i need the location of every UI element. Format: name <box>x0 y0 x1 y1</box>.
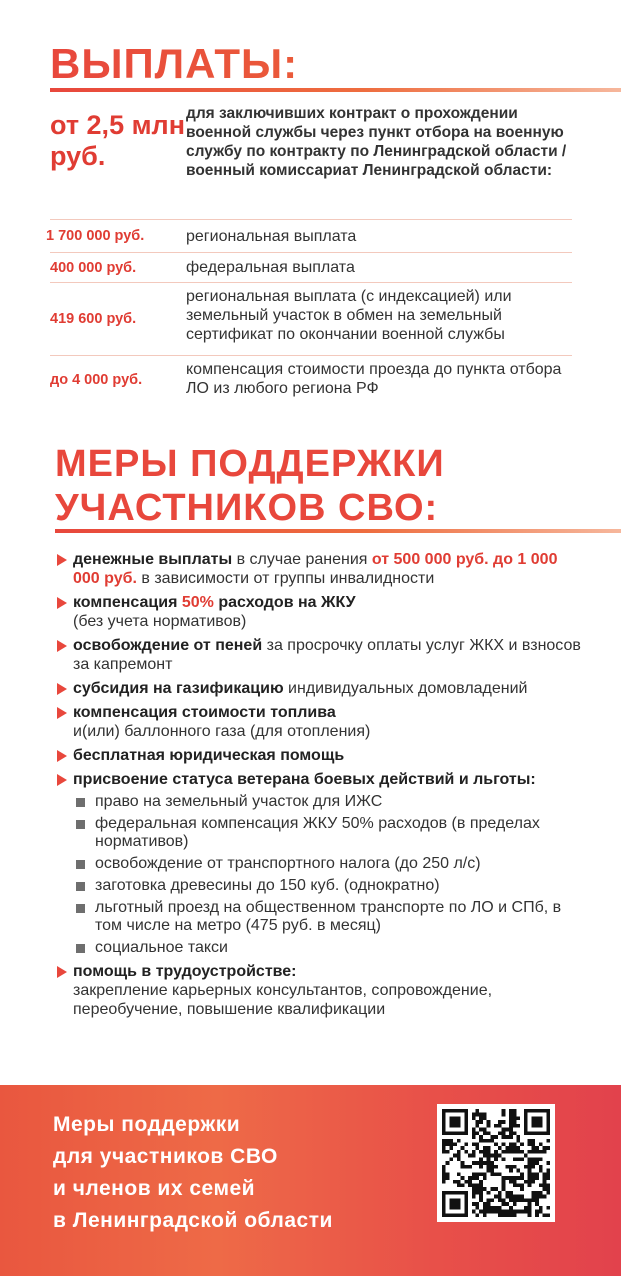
measure-bold: денежные выплаты <box>73 551 233 568</box>
benefit-text: льготный проезд на общественном транспорте по ЛО и СПб, в том числе на метро (475 руб. в месяц) <box>95 899 562 934</box>
square-bullet-icon <box>76 882 85 891</box>
payment-amount: 1 700 000 руб. <box>46 228 145 244</box>
square-bullet-icon <box>76 860 85 869</box>
square-bullet-icon <box>76 798 85 807</box>
payment-description: региональная выплата (с индексацией) или земельный участок в обмен на земельный сертификат по окончании военной службы <box>186 288 512 343</box>
payment-description: для заключивших контракт о прохождении военной службы через пункт отбора на военную службу по контракту по Ленинградской области / военный комиссариат Ленинградской области: <box>186 105 567 179</box>
arrow-bullet-icon <box>57 597 67 609</box>
payment-description: федеральная выплата <box>186 259 355 276</box>
measure-bold: субсидия на газификацию <box>73 680 284 697</box>
measure-text: закрепление карьерных консультантов, сопровождение, переобучение, повышение квалификации <box>73 982 493 1018</box>
measure-text: в случае ранения <box>232 551 372 568</box>
footer-line: и членов их семей <box>53 1177 256 1200</box>
benefit-text: федеральная компенсация ЖКУ 50% расходов (в пределах нормативов) <box>95 815 540 850</box>
measure-item <box>55 550 585 588</box>
payment-row <box>50 253 572 283</box>
benefit-text: социальное такси <box>95 939 228 956</box>
measure-highlight: 50% <box>181 594 214 611</box>
measure-bold: освобождение от пеней <box>73 637 263 654</box>
benefit-item <box>73 877 585 895</box>
support-measures-list <box>55 550 585 1024</box>
square-bullet-icon <box>76 820 85 829</box>
benefit-item <box>73 793 585 811</box>
benefit-item <box>73 855 585 873</box>
measure-bold: бесплатная юридическая помощь <box>73 747 345 764</box>
support-title-line: УЧАСТНИКОВ СВО: <box>55 487 439 529</box>
measure-item <box>55 746 585 765</box>
payments-table <box>46 102 572 404</box>
footer-line: Меры поддержки <box>53 1113 241 1136</box>
arrow-bullet-icon <box>57 554 67 566</box>
payment-description: региональная выплата <box>186 227 357 245</box>
arrow-bullet-icon <box>57 966 67 978</box>
arrow-bullet-icon <box>57 774 67 786</box>
support-title <box>55 442 445 530</box>
arrow-bullet-icon <box>57 750 67 762</box>
footer-line: для участников СВО <box>53 1145 278 1168</box>
measure-text: за просрочку оплаты услуг ЖКХ и взносов за капремонт <box>73 637 581 673</box>
measure-text: в зависимости от группы инвалидности <box>136 570 435 587</box>
square-bullet-icon <box>76 904 85 913</box>
payment-amount: до 4 000 руб. <box>50 372 143 388</box>
payment-row <box>50 283 572 356</box>
payment-amount: 419 600 руб. <box>50 311 137 327</box>
payment-row <box>50 356 572 404</box>
measure-item <box>55 703 585 741</box>
veteran-benefits-list <box>73 793 585 957</box>
measure-item <box>55 636 585 674</box>
benefit-item <box>73 899 585 935</box>
payment-amount: 400 000 руб. <box>50 259 137 276</box>
payment-description: компенсация стоимости проезда до пункта отбора ЛО из любого региона РФ <box>186 361 562 397</box>
payment-row <box>46 220 572 253</box>
arrow-bullet-icon <box>57 707 67 719</box>
measure-bold: компенсация <box>73 594 182 611</box>
benefit-text: заготовка древесины до 150 куб. (однократно) <box>95 877 440 894</box>
measure-item <box>55 962 585 1019</box>
measure-item <box>55 593 585 631</box>
support-title-line: МЕРЫ ПОДДЕРЖКИ <box>55 443 445 485</box>
payments-title: ВЫПЛАТЫ: <box>50 40 299 87</box>
measure-item <box>55 770 585 957</box>
arrow-bullet-icon <box>57 640 67 652</box>
square-bullet-icon <box>76 944 85 953</box>
measure-text: (без учета нормативов) <box>73 613 247 630</box>
benefit-item <box>73 939 585 957</box>
benefit-text: освобождение от транспортного налога (до 250 л/с) <box>95 855 481 872</box>
payments-title-rule <box>50 88 621 92</box>
measure-bold: компенсация стоимости топлива <box>73 704 336 721</box>
measure-highlight: от 500 000 руб. до 1 000 000 руб. <box>73 551 558 587</box>
measure-bold: расходов на ЖКУ <box>213 594 356 611</box>
arrow-bullet-icon <box>57 683 67 695</box>
footer-text <box>53 1109 413 1237</box>
measure-item <box>55 679 585 698</box>
measure-text: и(или) баллонного газа (для отопления) <box>73 723 371 740</box>
support-title-rule <box>55 529 621 533</box>
benefit-text: право на земельный участок для ИЖС <box>95 793 383 810</box>
payment-row <box>50 102 572 220</box>
measure-text: индивидуальных домовладений <box>283 680 528 697</box>
benefit-item <box>73 815 585 851</box>
footer-line: в Ленинградской области <box>53 1209 333 1232</box>
qr-code[interactable] <box>437 1104 555 1222</box>
measure-bold: присвоение статуса ветерана боевых действий и льготы: <box>73 771 536 788</box>
measure-bold: помощь в трудоустройстве: <box>73 963 297 980</box>
payment-amount: от 2,5 млн руб. <box>50 110 186 171</box>
qr-code-icon <box>442 1109 550 1217</box>
